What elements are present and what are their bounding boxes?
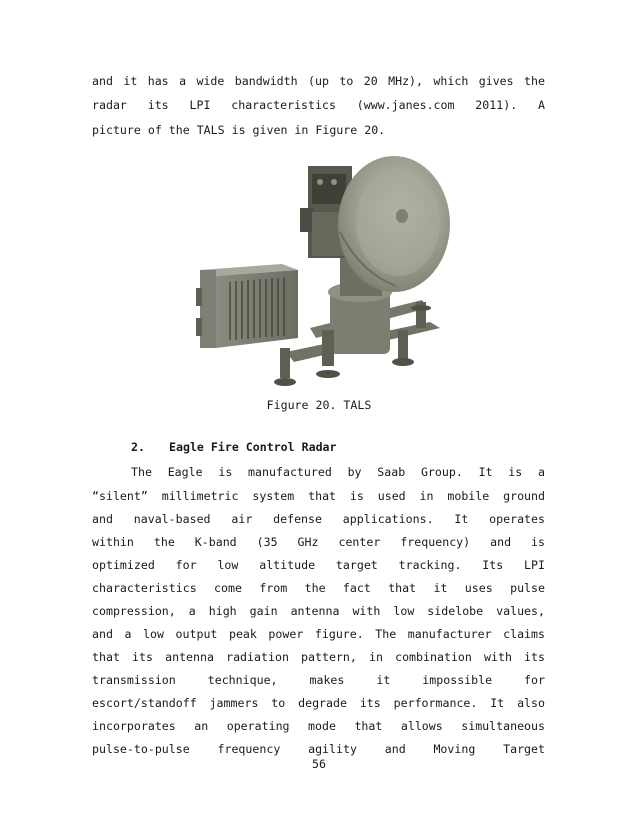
paragraph-line: incorporates an operating mode that allows simultaneous bbox=[92, 719, 545, 733]
paragraph-line: The Eagle is manufactured by Saab Group. It is a bbox=[131, 465, 545, 479]
paragraph-line: within the K-band (35 GHz center frequency) and is bbox=[92, 535, 545, 549]
paragraph-line: and naval-based air defense applications. It operates bbox=[92, 512, 545, 526]
section-number: 2. bbox=[131, 440, 145, 454]
tals-radar-figure bbox=[190, 152, 460, 400]
figure-caption: Figure 20. TALS bbox=[266, 398, 372, 412]
paragraph-line: that its antenna radiation pattern, in combination with its bbox=[92, 650, 545, 664]
page-number: 56 bbox=[312, 757, 326, 771]
paragraph-line: “silent” millimetric system that is used in mobile ground bbox=[92, 489, 545, 503]
paragraph-line: pulse-to-pulse frequency agility and Moving Target bbox=[92, 742, 545, 756]
paragraph-line: compression, a high gain antenna with low sidelobe values, bbox=[92, 604, 545, 618]
section-heading bbox=[131, 440, 337, 454]
section-title: Eagle Fire Control Radar bbox=[169, 440, 337, 454]
paragraph-line: characteristics come from the fact that it uses pulse bbox=[92, 581, 545, 595]
paragraph-line: picture of the TALS is given in Figure 20. bbox=[92, 123, 386, 137]
paragraph-line: radar its LPI characteristics (www.janes.com 2011). A bbox=[92, 98, 545, 112]
paragraph-line: and a low output peak power figure. The manufacturer claims bbox=[92, 627, 545, 641]
radar-dish bbox=[338, 156, 450, 292]
electronics-cabinet bbox=[196, 264, 298, 348]
paragraph-line: transmission technique, makes it impossible for bbox=[92, 673, 545, 687]
paragraph-line: escort/standoff jammers to degrade its performance. It also bbox=[92, 696, 545, 710]
paragraph-line: optimized for low altitude target tracking. Its LPI bbox=[92, 558, 545, 572]
paragraph-line: and it has a wide bandwidth (up to 20 MHz), which gives the bbox=[92, 74, 545, 88]
